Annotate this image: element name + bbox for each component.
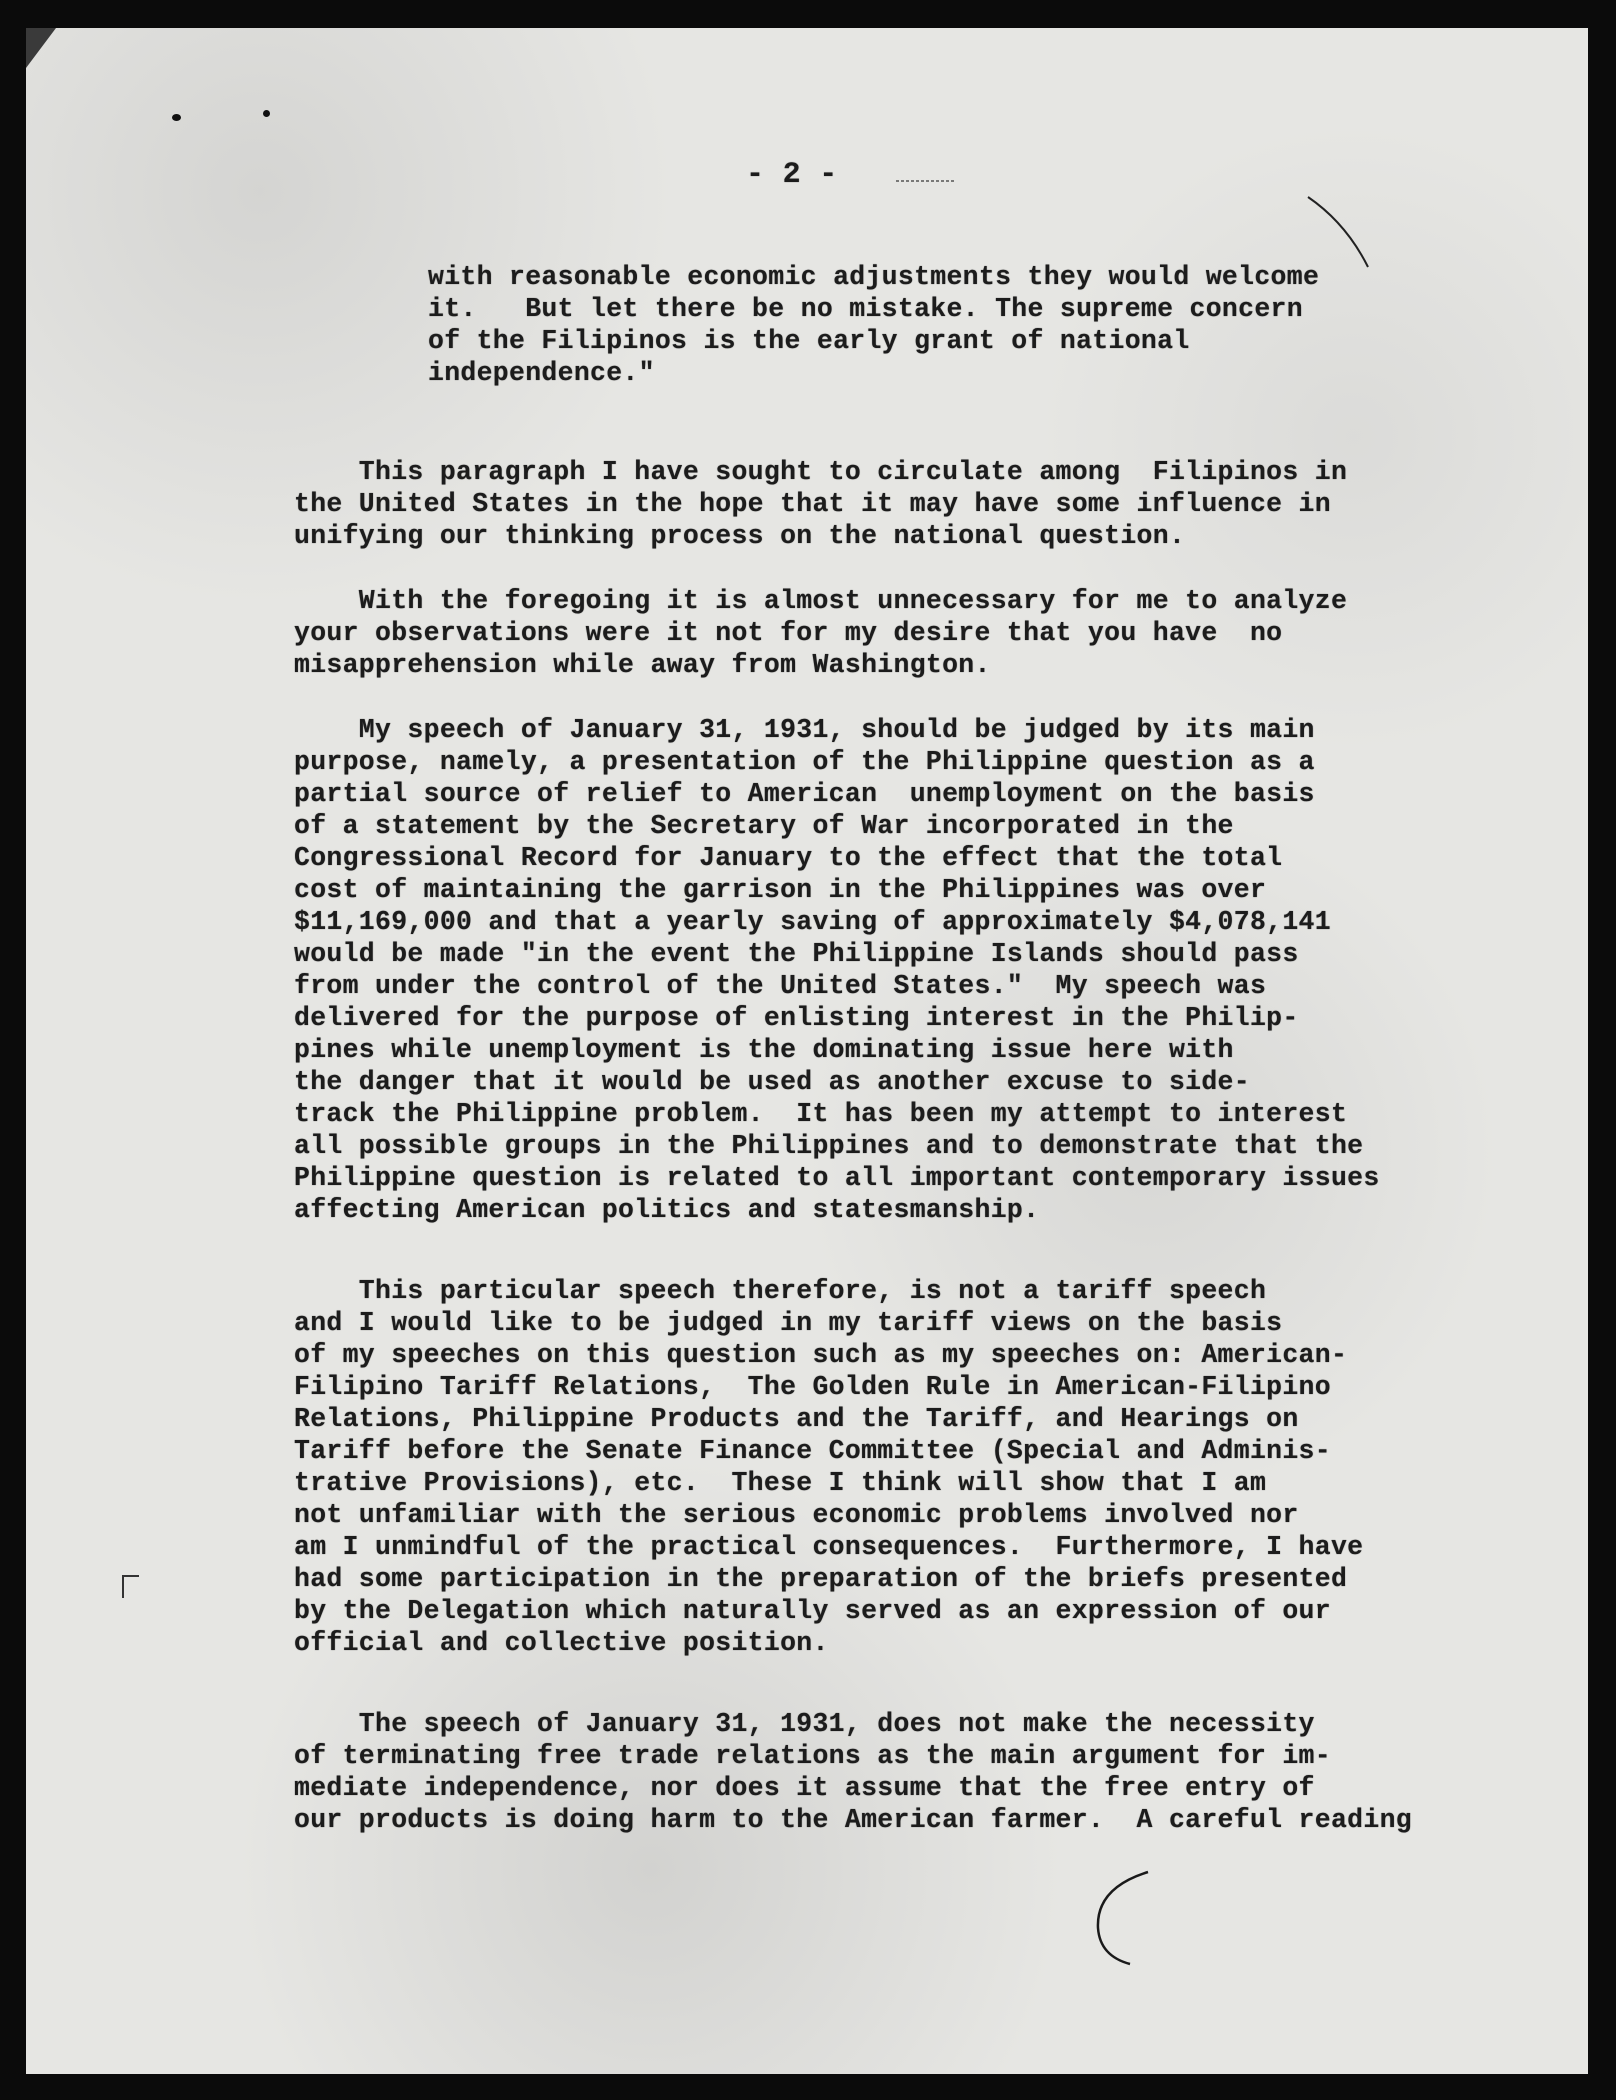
paragraph-line: pines while unemployment is the dominating issue here with bbox=[294, 1035, 1234, 1065]
paragraph-line: and I would like to be judged in my tariff views on the basis bbox=[294, 1308, 1283, 1338]
quote-line: it. But let there be no mistake. The supreme concern bbox=[428, 294, 1303, 324]
pencil-stroke-mark bbox=[1306, 193, 1376, 273]
quote-line: of the Filipinos is the early grant of national bbox=[428, 326, 1190, 356]
paragraph-line: cost of maintaining the garrison in the Philippines was over bbox=[294, 875, 1267, 905]
paragraph-line: of a statement by the Secretary of War incorporated in the bbox=[294, 811, 1234, 841]
paragraph-line: of my speeches on this question such as my speeches on: American- bbox=[294, 1340, 1348, 1370]
paragraph-line: misapprehension while away from Washington. bbox=[294, 650, 991, 680]
paragraph-line: trative Provisions), etc. These I think will show that I am bbox=[294, 1468, 1267, 1498]
paragraph-line: affecting American politics and statesmanship. bbox=[294, 1195, 1040, 1225]
paragraph-line: Relations, Philippine Products and the Tariff, and Hearings on bbox=[294, 1404, 1299, 1434]
ink-speck bbox=[172, 114, 181, 121]
left-bracket-mark bbox=[121, 1574, 141, 1600]
paragraph-line: delivered for the purpose of enlisting interest in the Philip- bbox=[294, 1003, 1299, 1033]
paragraph-line: of terminating free trade relations as the main argument for im- bbox=[294, 1741, 1331, 1771]
paragraph-line: our products is doing harm to the American farmer. A careful reading bbox=[294, 1805, 1412, 1835]
pencil-curve-mark bbox=[1086, 1868, 1156, 1968]
paragraph-line: This particular speech therefore, is not a tariff speech bbox=[294, 1276, 1267, 1306]
paragraph-line: the United States in the hope that it may have some influence in bbox=[294, 489, 1331, 519]
corner-fold bbox=[26, 28, 56, 68]
quote-line: with reasonable economic adjustments they would welcome bbox=[428, 262, 1320, 292]
paragraph-line: official and collective position. bbox=[294, 1628, 829, 1658]
page-number: - 2 - bbox=[746, 158, 838, 192]
paragraph-line: partial source of relief to American unemployment on the basis bbox=[294, 779, 1315, 809]
paragraph-line: am I unmindful of the practical consequences. Furthermore, I have bbox=[294, 1532, 1364, 1562]
paragraph-line: had some participation in the preparation of the briefs presented bbox=[294, 1564, 1348, 1594]
paragraph-line: With the foregoing it is almost unnecessary for me to analyze bbox=[294, 586, 1348, 616]
paragraph-line: unifying our thinking process on the national question. bbox=[294, 521, 1186, 551]
paragraph-line: This paragraph I have sought to circulate among Filipinos in bbox=[294, 457, 1348, 487]
paragraph-line: would be made "in the event the Philippine Islands should pass bbox=[294, 939, 1299, 969]
document-page bbox=[26, 28, 1588, 2074]
paragraph-line: from under the control of the United States." My speech was bbox=[294, 971, 1267, 1001]
ink-speck bbox=[263, 110, 270, 117]
paragraph-line: by the Delegation which naturally served as an expression of our bbox=[294, 1596, 1331, 1626]
paragraph-line: purpose, namely, a presentation of the Philippine question as a bbox=[294, 747, 1315, 777]
paragraph-line: not unfamiliar with the serious economic problems involved nor bbox=[294, 1500, 1299, 1530]
paragraph-line: Filipino Tariff Relations, The Golden Rule in American-Filipino bbox=[294, 1372, 1331, 1402]
paragraph-line: Tariff before the Senate Finance Committee (Special and Adminis- bbox=[294, 1436, 1331, 1466]
paragraph-line: $11,169,000 and that a yearly saving of approximately $4,078,141 bbox=[294, 907, 1331, 937]
short-dash-mark bbox=[896, 178, 956, 184]
paragraph-line: mediate independence, nor does it assume that the free entry of bbox=[294, 1773, 1315, 1803]
quote-line: independence." bbox=[428, 358, 655, 388]
paragraph-line: The speech of January 31, 1931, does not make the necessity bbox=[294, 1709, 1315, 1739]
paragraph-line: all possible groups in the Philippines and to demonstrate that the bbox=[294, 1131, 1364, 1161]
paragraph-line: the danger that it would be used as another excuse to side- bbox=[294, 1067, 1250, 1097]
paragraph-line: track the Philippine problem. It has been my attempt to interest bbox=[294, 1099, 1348, 1129]
paragraph-line: Congressional Record for January to the effect that the total bbox=[294, 843, 1283, 873]
paragraph-line: My speech of January 31, 1931, should be judged by its main bbox=[294, 715, 1315, 745]
paragraph-line: Philippine question is related to all important contemporary issues bbox=[294, 1163, 1380, 1193]
paragraph-line: your observations were it not for my desire that you have no bbox=[294, 618, 1283, 648]
